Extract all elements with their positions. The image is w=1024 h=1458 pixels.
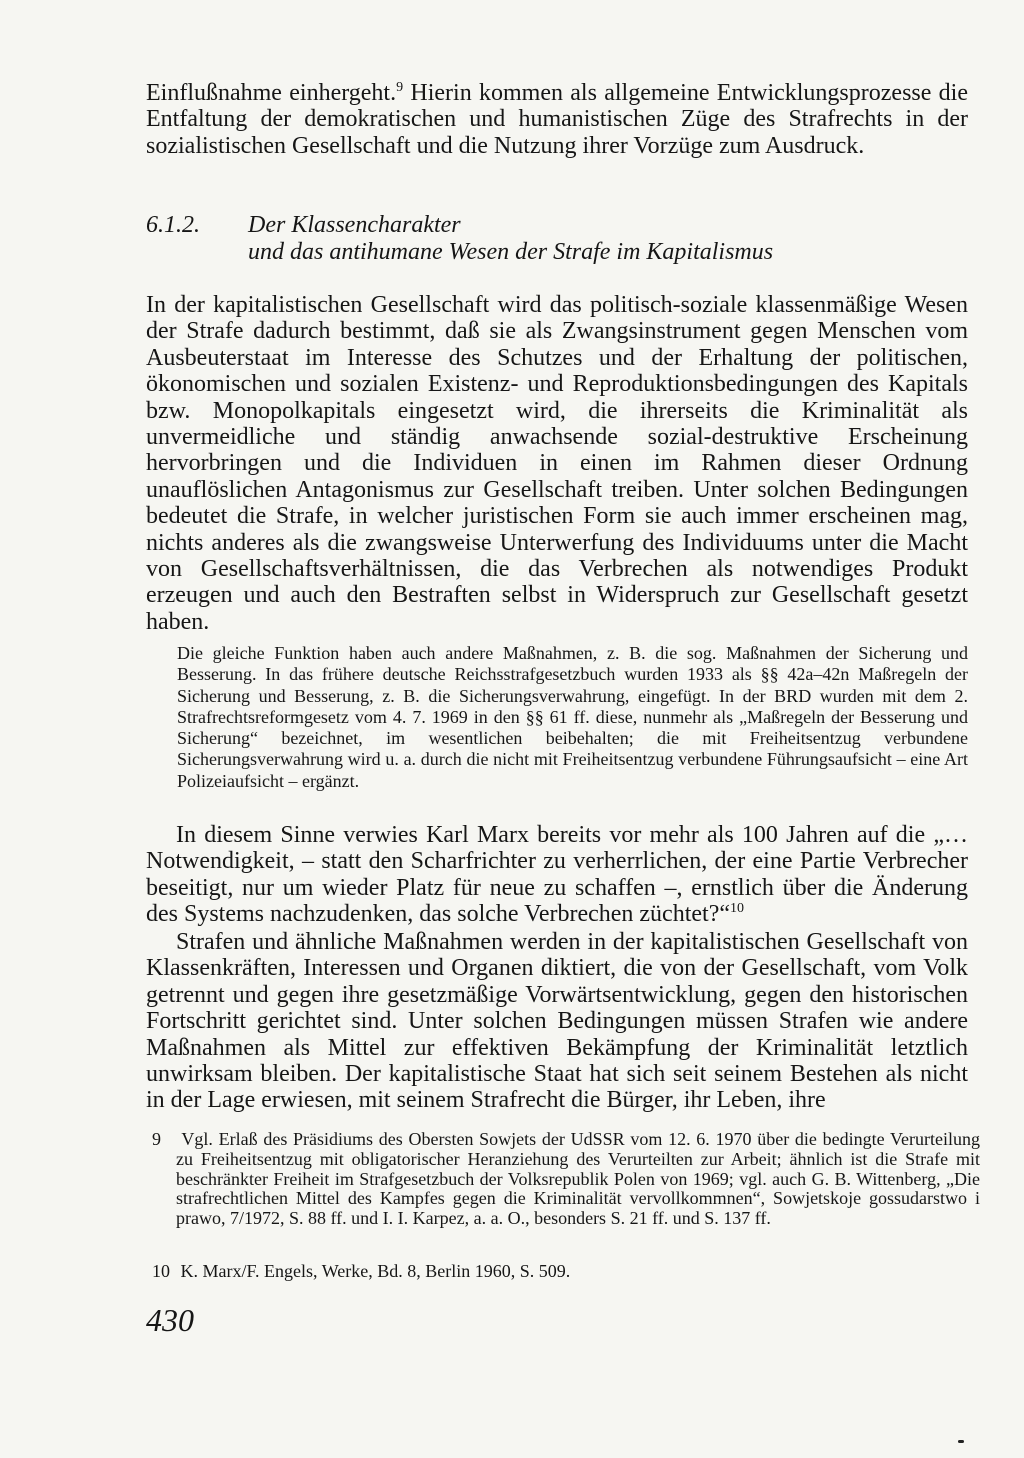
body-paragraph-1: In der kapitalistischen Gesellschaft wird das politisch-soziale klassenmäßige Wesen der Strafe dadurch bestimmt, daß sie als Zwangsinstrument gegen Menschen vom Ausbeuterstaat im Interesse des Schutzes und der Erhaltung der politischen, ökonomischen und sozialen Existenz- und Reproduktionsbedingungen des Kapitals bzw. Monopolkapitals eingesetzt wird, die ihrerseits die Kriminalität als unvermeidliche und ständig anwachsende sozial-destruktive Erscheinung hervorbringen und die Individuen in einen im Rahmen dieser Ordnung unauflöslichen Antagonismus zur Gesellschaft treiben. Unter solchen Bedingungen bedeutet die Strafe, in welcher juristischen Form sie auch immer erscheinen mag, nichts anderes als die zwangsweise Unterwerfung des Individuums unter die Macht von Gesellschaftsverhältnissen, die das Verbrechen als notwendiges Produkt erzeugen und auch den Bestraften selbst in Widerspruch zur Gesellschaft gesetzt haben.: [146, 292, 968, 635]
page-number: 430: [146, 1302, 194, 1338]
intro-text-before: Einflußnahme einhergeht.: [146, 80, 397, 106]
footnote-9-number: 9: [152, 1129, 161, 1149]
intro-text-after: Hierin kommen als allgemeine Entwicklungsprozesse die Entfaltung der demokratischen und humanistischen Züge des Strafrechts in der sozialistischen Gesellschaft und die Nutzung ihrer Vorzüge zum Ausdruck.: [146, 80, 969, 159]
inset-note: Die gleiche Funktion haben auch andere Maßnahmen, z. B. die sog. Maßnahmen der Sicherung und Besserung. In das frühere deutsche Reichsstrafgesetzbuch wurden 1933 als §§ 42a–42n Maßregeln der Sicherung und Besserung, z. B. die Sicherungsverwahrung, eingefügt. In der BRD wurden mit dem 2. Strafrechtsreformgesetz vom 4. 7. 1969 in den §§ 61 ff. diese, nunmehr als „Maßregeln der Besserung und Sicherung“ bezeichnet, im wesentlichen beibehalten; die mit Freiheitsentzug verbundene Sicherungsverwahrung wird u. a. durch die nicht mit Freiheitsentzug verbundene Führungsaufsicht – eine Art Polizeiaufsicht – ergänzt.: [177, 643, 968, 791]
footnote-10-number: 10: [152, 1261, 170, 1281]
scan-speck: [958, 1440, 964, 1443]
footnote-ref-9: 9: [396, 80, 404, 95]
footnote-10: [152, 1261, 980, 1282]
footnote-9-text: Vgl. Erlaß des Präsidiums des Obersten Sowjets der UdSSR vom 12. 6. 1970 über die bedingte Verurteilung zu Freiheitsentzug mit obligatorischer Heranziehung des Verurteilten zur Arbeit; ähnlich ist die Strafe mit beschränkter Freiheit im Strafgesetzbuch der Volksrepublik Polen von 1969; vgl. auch G. B. Wittenberg, „Die strafrechtlichen Mittel des Kampfes gegen die Kriminalität vervollkommnen“, Sowjetskoje gossudarstwo i prawo, 7/1972, S. 88 ff. und I. I. Karpez, a. a. O., besonders S. 21 ff. und S. 137 ff.: [176, 1129, 980, 1229]
section-title-line-1: Der Klassencharakter: [248, 212, 461, 238]
footnote-10-text: K. Marx/F. Engels, Werke, Bd. 8, Berlin 1960, S. 509.: [180, 1261, 571, 1281]
section-number: 6.1.2.: [146, 212, 200, 238]
section-title-line-2: und das antihumane Wesen der Strafe im Kapitalismus: [248, 239, 774, 265]
footnote-ref-10: 10: [730, 901, 745, 917]
footnote-9: [152, 1129, 980, 1229]
section-heading: [248, 212, 948, 266]
marx-quote-text: In diesem Sinne verwies Karl Marx bereits vor mehr als 100 Jahren auf die „… Notwendigkeit, – statt den Scharfrichter zu verherrlichen, der eine Partie Verbrecher beseitigt, nur um wieder Platz für neue zu schaffen –, ernstlich über die Änderung des Systems nachzudenken, das solche Verbrechen züchtet?“: [146, 822, 968, 928]
intro-paragraph: [146, 80, 968, 159]
body-paragraph-2: [146, 822, 968, 928]
body-paragraph-3: Strafen und ähnliche Maßnahmen werden in der kapitalistischen Gesellschaft von Klassenkräften, Interessen und Organen diktiert, die von der Gesellschaft, vom Volk getrennt und gegen ihre gesetzmäßige Vorwärtsentwicklung, gegen den historischen Fortschritt gerichtet sind. Unter solchen Bedingungen müssen Strafen wie andere Maßnahmen als Mittel zur effektiven Bekämpfung der Kriminalität letztlich unwirksam bleiben. Der kapitalistische Staat hat sich seit seinem Bestehen als nicht in der Lage erwiesen, mit seinem Strafrecht die Bürger, ihr Leben, ihre: [146, 929, 968, 1114]
